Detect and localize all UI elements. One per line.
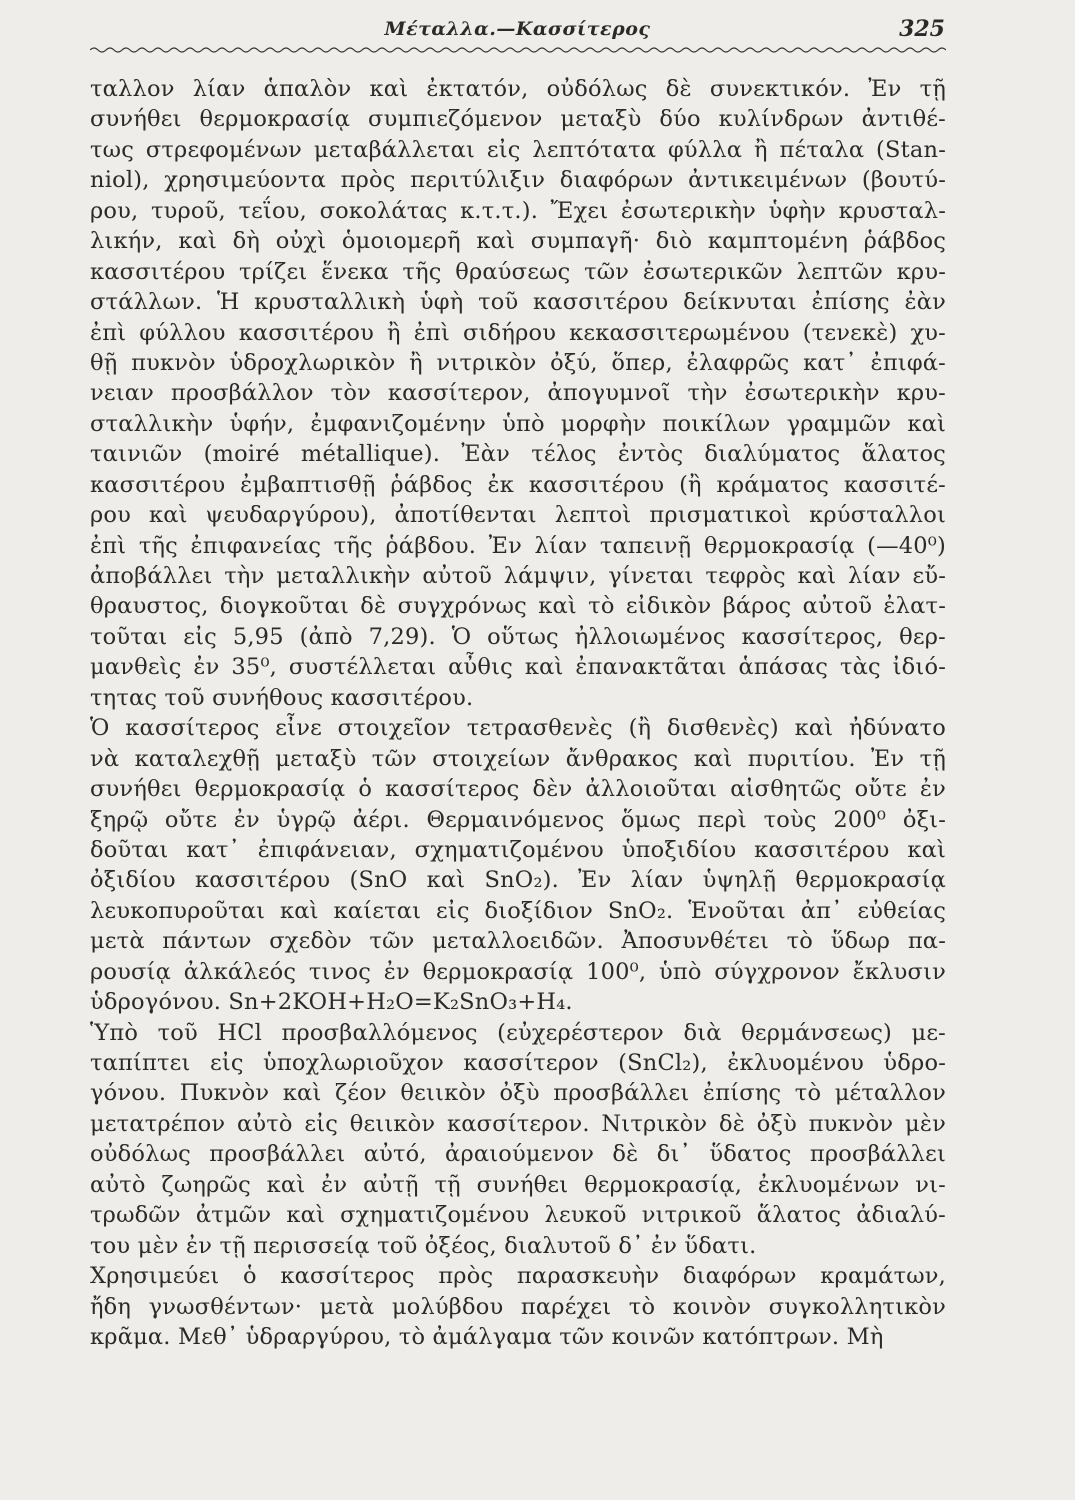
text-line: νὰ καταλεχθῇ μεταξὺ τῶν στοιχείων ἄνθρακος καὶ πυριτίου. Ἐν τῇ (90, 745, 946, 772)
page-number: 325 (899, 16, 945, 42)
text-line: ταπίπτει εἰς ὑποχλωριοῦχον κασσίτερον (SnCl₂), ἐκλυομένου ὑδρο- (90, 1050, 946, 1076)
text-line: κασσιτέρου ἐμβαπτισθῇ ῥάβδος ἐκ κασσιτέρου (ἢ κράματος κασσιτέ- (90, 471, 946, 498)
text-line: ταινιῶν (moiré métallique). Ἐὰν τέλος ἐντὸς διαλύματος ἅλατος (90, 441, 946, 468)
text-line: σταλλικὴν ὑφήν, ἐμφανιζομένην ὑπὸ μορφὴν ποικίλων γραμμῶν καὶ (90, 410, 946, 437)
text-line: τοῦται εἰς 5,95 (ἀπὸ 7,29). Ὁ οὕτως ἠλλοιωμένος κασσίτερος, θερ- (90, 623, 946, 650)
text-line: τρωδῶν ἀτμῶν καὶ σχηματιζομένου λευκοῦ νιτρικοῦ ἅλατος ἀδιαλύ- (90, 1202, 946, 1229)
paragraph (90, 1261, 946, 1352)
text-line: ἀποβάλλει τὴν μεταλλικὴν αὐτοῦ λάμψιν, γίνεται τεφρὸς καὶ λίαν εὔ- (90, 563, 946, 589)
text-line: ταλλον λίαν ἁπαλὸν καὶ ἐκτατόν, οὐδόλως δὲ συνεκτικόν. Ἐν τῇ (90, 76, 946, 102)
text-line: ἐπὶ τῆς ἐπιφανείας τῆς ῥάβδου. Ἐν λίαν ταπεινῇ θερμοκρασίᾳ (—40⁰) (90, 532, 946, 559)
text-line: ρουσίᾳ ἀλκάλεός τινος ἐν θερμοκρασίᾳ 100⁰, ὑπὸ σύγχρονον ἔκλυσιν (90, 958, 946, 985)
text-line: ἤδη γνωσθέντων· μετὰ μολύβδου παρέχει τὸ κοινὸν συγκολλητικὸν (90, 1293, 946, 1320)
paragraph (90, 1018, 946, 1262)
running-head (90, 14, 945, 48)
text-line: συνήθει θερμοκρασίᾳ συμπιεζόμενον μεταξὺ δύο κυλίνδρων ἀντιθέ- (90, 106, 946, 133)
text-line: στάλλων. Ἡ κρυσταλλικὴ ὑφὴ τοῦ κασσιτέρου δείκνυται ἐπίσης ἐὰν (90, 289, 946, 316)
text-line: ρου, τυροῦ, τεΐου, σοκολάτας κ.τ.τ.). Ἔχει ἐσωτερικὴν ὑφὴν κρυσταλ- (90, 197, 946, 224)
text-line: ὑδρογόνου. Sn+2KOH+H₂O=K₂SnO₃+H₄. (90, 989, 573, 1016)
body-text (90, 74, 946, 1352)
text-line: λευκοπυροῦται καὶ καίεται εἰς διοξίδιον SnO₂. Ἑνοῦται ἀπ᾽ εὐθείας (90, 897, 946, 924)
text-line: γόνου. Πυκνὸν καὶ ζέον θειικὸν ὀξὺ προσβάλλει ἐπίσης τὸ μέταλλον (90, 1080, 946, 1107)
paragraph (90, 713, 946, 1017)
wavy-rule (90, 44, 946, 56)
text-line: μανθεὶς ἐν 35⁰, συστέλλεται αὖθις καὶ ἐπανακτᾶται ἁπάσας τὰς ἰδιό- (90, 654, 946, 681)
text-line: μετατρέπον αὐτὸ εἰς θειικὸν κασσίτερον. Νιτρικὸν δὲ ὀξὺ πυκνὸν μὲν (90, 1110, 946, 1137)
text-line: ξηρῷ οὔτε ἐν ὑγρῷ ἀέρι. Θερμαινόμενος ὅμως περὶ τοὺς 200⁰ ὀξι- (90, 806, 946, 833)
text-line: μετὰ πάντων σχεδὸν τῶν μεταλλοειδῶν. Ἀποσυνθέτει τὸ ὕδωρ πα- (90, 928, 946, 955)
text-line: του μὲν ἐν τῇ περισσείᾳ τοῦ ὀξέος, διαλυτοῦ δ᾽ ἐν ὕδατι. (90, 1232, 757, 1259)
running-head-title: Μέταλλα.—Κασσίτερος (384, 18, 651, 40)
text-line: νειαν προσβάλλον τὸν κασσίτερον, ἀπογυμνοῖ τὴν ἐσωτερικὴν κρυ- (90, 380, 946, 407)
text-line: niol), χρησιμεύοντα πρὸς περιτύλιξιν διαφόρων ἀντικειμένων (βουτύ- (90, 167, 946, 194)
text-line: συνήθει θερμοκρασίᾳ ὁ κασσίτερος δὲν ἀλλοιοῦται αἰσθητῶς οὔτε ἐν (90, 776, 946, 803)
text-line: Ὁ κασσίτερος εἶνε στοιχεῖον τετρασθενὲς (ἢ δισθενὲς) καὶ ἠδύνατο (90, 715, 946, 742)
paragraph (90, 74, 946, 713)
text-line: κρᾶμα. Μεθ᾽ ὑδραργύρου, τὸ ἀμάλγαμα τῶν κοινῶν κατόπτρων. Μὴ (90, 1323, 884, 1350)
text-line: τητας τοῦ συνήθους κασσιτέρου. (90, 684, 474, 711)
text-line: τως στρεφομένων μεταβάλλεται εἰς λεπτότατα φύλλα ἢ πέταλα (Stan- (90, 136, 946, 163)
text-line: δοῦται κατ᾽ ἐπιφάνειαν, σχηματιζομένου ὑποξιδίου κασσιτέρου καὶ (90, 836, 946, 863)
text-line: ἐπὶ φύλλου κασσιτέρου ἢ ἐπὶ σιδήρου κεκασσιτερωμένου (τενεκὲ) χυ- (90, 319, 946, 346)
text-line: Χρησιμεύει ὁ κασσίτερος πρὸς παρασκευὴν διαφόρων κραμάτων, (90, 1263, 946, 1290)
text-line: ρου καὶ ψευδαργύρου), ἀποτίθενται λεπτοὶ πρισματικοὶ κρύσταλλοι (90, 502, 946, 529)
text-line: κασσιτέρου τρίζει ἕνεκα τῆς θραύσεως τῶν ἐσωτερικῶν λεπτῶν κρυ- (90, 258, 946, 285)
text-line: θραυστος, διογκοῦται δὲ συγχρόνως καὶ τὸ εἰδικὸν βάρος αὐτοῦ ἐλατ- (90, 593, 946, 620)
text-line: οὐδόλως προσβάλλει αὐτό, ἀραιούμενον δὲ δι᾽ ὕδατος προσβάλλει (90, 1141, 946, 1168)
text-line: αὐτὸ ζωηρῶς καὶ ἐν αὐτῇ τῇ συνήθει θερμοκρασίᾳ, ἐκλυομένων νι- (90, 1171, 946, 1198)
text-line: Ὑπὸ τοῦ HCl προσβαλλόμενος (εὐχερέστερον διὰ θερμάνσεως) με- (90, 1019, 946, 1046)
text-line: θῇ πυκνὸν ὑδροχλωρικὸν ἢ νιτρικὸν ὀξύ, ὅπερ, ἐλαφρῶς κατ᾽ ἐπιφά- (90, 349, 946, 376)
text-line: ὀξιδίου κασσιτέρου (SnO καὶ SnO₂). Ἐν λίαν ὑψηλῇ θερμοκρασίᾳ (90, 867, 946, 894)
text-line: λικήν, καὶ δὴ οὐχὶ ὁμοιομερῆ καὶ συμπαγῆ· διὸ καμπτομένη ῥάβδος (90, 228, 946, 255)
